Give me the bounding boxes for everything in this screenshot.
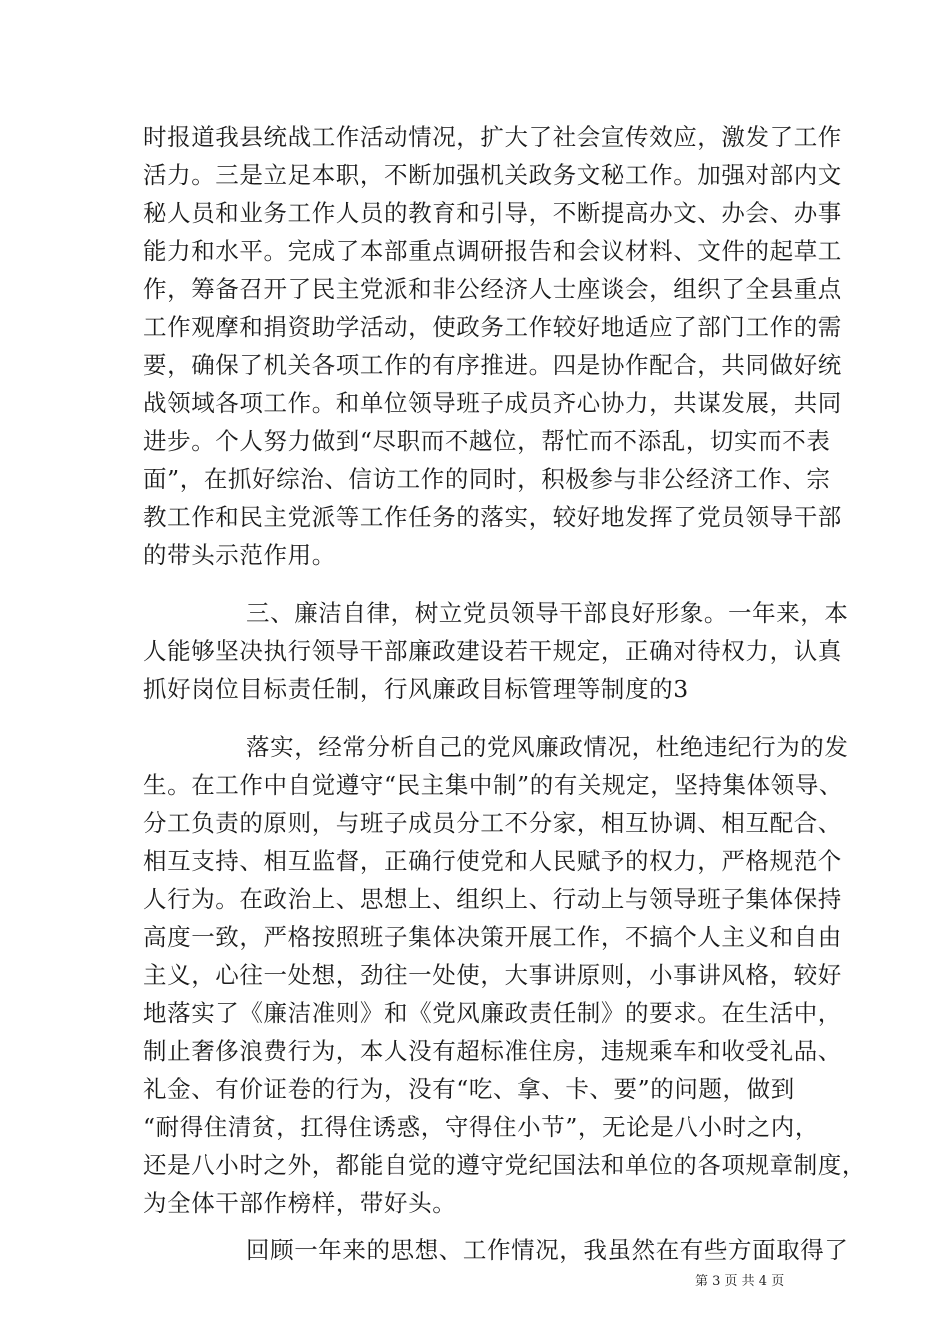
text-line: 秘人员和业务工作人员的教育和引导，不断提高办文、办会、办事: [143, 199, 842, 227]
text-line: 生。在工作中自觉遵守“民主集中制”的有关规定，坚持集体领导、: [143, 771, 844, 799]
text-line: 地落实了《廉洁准则》和《党风廉政责任制》的要求。在生活中，: [143, 999, 842, 1027]
text-line: 抓好岗位目标责任制，行风廉政目标管理等制度的3: [143, 675, 689, 703]
text-line: 分工负责的原则，与班子成员分工不分家，相互协调、相互配合、: [143, 809, 842, 837]
text-line: 主义，心往一处想，劲往一处使，大事讲原则，小事讲风格，较好: [143, 961, 842, 989]
text-line: 面”，在抓好综治、信访工作的同时，积极参与非公经济工作、宗: [143, 465, 831, 493]
page-number-footer: 第 3 页 共 4 页: [695, 1274, 785, 1289]
text-line: 要，确保了机关各项工作的有序推进。四是协作配合，共同做好统: [143, 351, 842, 379]
text-line: 活力。三是立足本职，不断加强机关政务文秘工作。加强对部内文: [143, 161, 842, 189]
text-line: 相互支持、相互监督，正确行使党和人民赋予的权力，严格规范个: [143, 847, 842, 875]
text-line: 为全体干部作榜样，带好头。: [143, 1189, 457, 1217]
text-line: 高度一致，严格按照班子集体决策开展工作，不搞个人主义和自由: [143, 923, 842, 951]
text-line: 进步。个人努力做到“尽职而不越位，帮忙而不添乱，切实而不表: [143, 427, 831, 455]
text-line: 人能够坚决执行领导干部廉政建设若干规定，正确对待权力，认真: [143, 637, 842, 665]
text-line: 战领域各项工作。和单位领导班子成员齐心协力，共谋发展，共同: [143, 389, 842, 417]
text-line: 回顾一年来的思想、工作情况，我虽然在有些方面取得了: [246, 1236, 849, 1264]
text-line: 礼金、有价证卷的行为，没有“吃、拿、卡、要”的问题，做到: [143, 1075, 795, 1103]
text-line: 还是八小时之外，都能自觉的遵守党纪国法和单位的各项规章制度，: [143, 1151, 866, 1179]
text-line: 能力和水平。完成了本部重点调研报告和会议材料、文件的起草工: [143, 237, 842, 265]
section-heading-line: 三、廉洁自律，树立党员领导干部良好形象。一年来，本: [246, 599, 849, 627]
text-line: 作，筹备召开了民主党派和非公经济人士座谈会，组织了全县重点: [143, 275, 842, 303]
text-line: 时报道我县统战工作活动情况，扩大了社会宣传效应，激发了工作: [143, 123, 842, 151]
text-line: 的带头示范作用。: [143, 541, 336, 569]
text-line: 人行为。在政治上、思想上、组织上、行动上与领导班子集体保持: [143, 885, 842, 913]
text-line: “耐得住清贫，扛得住诱惑，守得住小节”，无论是八小时之内，: [143, 1113, 819, 1141]
text-line: 制止奢侈浪费行为，本人没有超标准住房，违规乘车和收受礼品、: [143, 1037, 842, 1065]
text-line: 工作观摩和捐资助学活动，使政务工作较好地适应了部门工作的需: [143, 313, 842, 341]
text-line: 教工作和民主党派等工作任务的落实，较好地发挥了党员领导干部: [143, 503, 842, 531]
text-line: 落实，经常分析自己的党风廉政情况，杜绝违纪行为的发: [246, 733, 849, 761]
